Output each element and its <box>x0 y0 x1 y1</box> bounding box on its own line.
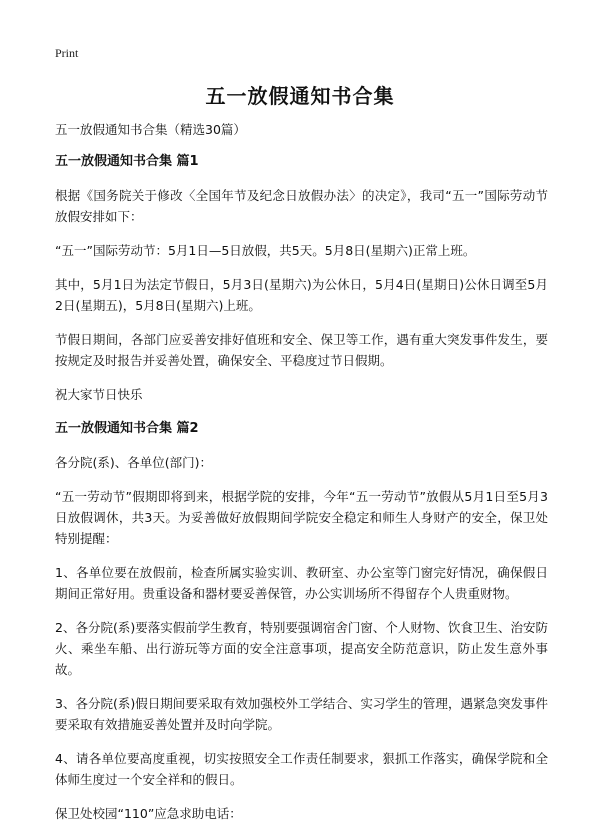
section-1 <box>55 151 548 405</box>
paragraph: 保卫处校园“110”应急求助电话： <box>55 806 242 821</box>
section-2 <box>55 418 548 824</box>
paragraph: 1、各单位要在放假前，检查所属实验实训、教研室、办公室等门窗完好情况，确保假日期间正常好用。贵重设备和器材要妥善保管，办公实训场所不得留存个人贵重财物。 <box>55 565 548 601</box>
paragraph: 其中，5月1日为法定节假日，5月3日(星期六)为公休日，5月4日(星期日)公休日调至5月2日(星期五)，5月8日(星期六)上班。 <box>55 277 548 313</box>
section-heading: 五一放假通知书合集 篇2 <box>55 421 199 436</box>
paragraph: 各分院(系)、各单位(部门)： <box>55 455 213 470</box>
paragraph: “五一”国际劳动节：5月1日—5日放假，共5天。5月8日(星期六)正常上班。 <box>55 243 476 258</box>
document-body <box>55 119 548 837</box>
document-subtitle: 五一放假通知书合集（精选30篇） <box>55 122 246 137</box>
page-title: 五一放假通知书合集 <box>205 84 395 108</box>
print-link[interactable]: Print <box>55 46 79 60</box>
paragraph: 祝大家节日快乐 <box>55 387 143 402</box>
paragraph: 根据《国务院关于修改〈全国年节及纪念日放假办法〉的决定》，我司“五一”国际劳动节放假安排如下： <box>55 188 548 224</box>
paragraph: 2、各分院(系)要落实假前学生教育，特别要强调宿舍门窗、个人财物、饮食卫生、治安防火、乘坐车船、出行游玩等方面的安全注意事项，提高安全防范意识，防止发生意外事故。 <box>55 620 548 677</box>
paragraph: 3、各分院(系)假日期间要采取有效加强校外工学结合、实习学生的管理，遇紧急突发事件要采取有效措施妥善处置并及时向学院。 <box>55 696 548 732</box>
paragraph: 节假日期间，各部门应妥善安排好值班和安全、保卫等工作，遇有重大突发事件发生，要按规定及时报告并妥善处置，确保安全、平稳度过节日假期。 <box>55 332 548 368</box>
section-heading: 五一放假通知书合集 篇1 <box>55 154 199 169</box>
paragraph: “五一劳动节”假期即将到来，根据学院的安排，今年“五一劳动节”放假从5月1日至5月3日放假调休，共3天。为妥善做好放假期间学院安全稳定和师生人身财产的安全，保卫处特别提醒： <box>55 489 548 546</box>
paragraph: 4、请各单位要高度重视，切实按照安全工作责任制要求，狠抓工作落实，确保学院和全体师生度过一个安全祥和的假日。 <box>55 751 548 787</box>
